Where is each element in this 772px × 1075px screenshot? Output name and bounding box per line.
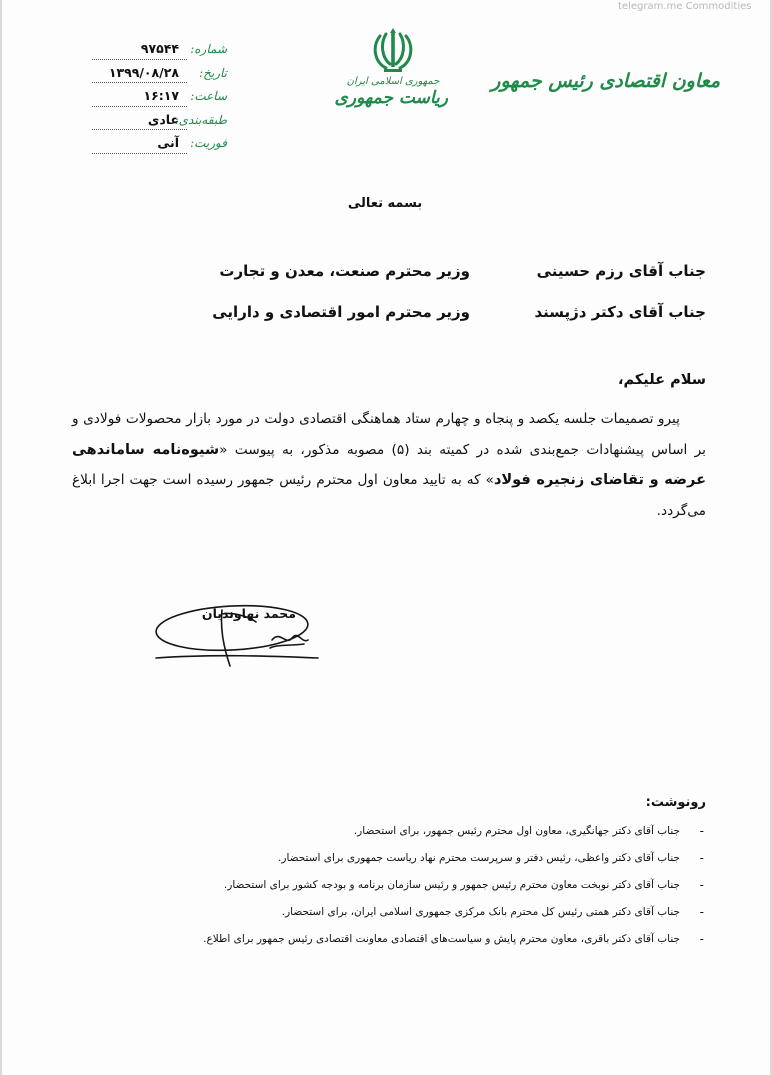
cc-bullet: - [699, 851, 704, 865]
cc-item-text: جناب آقای دکتر واعظی، رئیس دفتر و سرپرست محترم نهاد ریاست جمهوری برای استحضار. [278, 852, 680, 864]
body-text-part1: پیرو تصمیمات جلسه یکصد و پنجاه و چهارم ستاد هماهنگی اقتصادی دولت در مورد بازار محصولات فولادی و بر اساس پیشنهادات جمع‌بندی شده در کمیته بند (۵) مصوبه مذکور، به پیوست « [72, 411, 706, 458]
cc-bullet: - [699, 932, 704, 946]
cc-item [80, 820, 704, 847]
signatory-name: محمد نهاوندیان [201, 606, 296, 621]
addressee-name-1: جناب آقای رزم حسینی [536, 262, 706, 280]
cc-bullet: - [699, 878, 704, 892]
guideline-title: شیوه‌نامه ساماندهی عرضه و تقاضای زنجیره فولاد [72, 441, 706, 488]
watermark: telegram.me Commodities [618, 1, 752, 12]
addressee-title-2: وزیر محترم امور اقتصادی و دارایی [212, 303, 470, 321]
cc-item-text: جناب آقای دکتر جهانگیری، معاون اول محترم رئیس جمهور، برای استحضار. [353, 825, 680, 837]
meta-dotted-line [92, 106, 187, 107]
meta-classification [92, 111, 227, 135]
meta-dotted-line [92, 153, 187, 154]
meta-label: تاریخ: [199, 65, 227, 80]
emblem-country-text: جمهوری اسلامی ایران [346, 76, 440, 87]
meta-time [92, 87, 227, 111]
addressee-title-1: وزیر محترم صنعت، معدن و تجارت [219, 262, 470, 280]
presidency-emblem [334, 28, 448, 133]
letter-meta [92, 40, 227, 158]
letter-urgency: آنی [157, 135, 179, 150]
meta-date [92, 64, 227, 88]
meta-label: فوریت: [190, 136, 227, 150]
greeting: سلام علیکم، [618, 372, 706, 388]
letter-classification: عادی [147, 111, 179, 127]
meta-dotted-line [92, 82, 187, 83]
invocation: بسمه تعالی [347, 196, 423, 211]
letter-number: ۹۷۵۴۴ [140, 41, 179, 56]
cc-title: رونوشت: [645, 795, 706, 810]
signature-block [152, 600, 322, 672]
cc-list [80, 820, 704, 955]
body-paragraph [72, 404, 706, 526]
cc-item [80, 928, 704, 955]
body-text-part2: » که به تایید معاون اول محترم رئیس جمهور رسیده است جهت اجرا ابلاغ می‌گردد. [72, 472, 706, 519]
emblem-presidency-text: ریاست جمهوری [334, 88, 448, 108]
meta-label: ساعت: [190, 89, 227, 103]
letter-date: ۱۳۹۹/۰۸/۲۸ [108, 64, 179, 80]
cc-item-text: جناب آقای دکتر نوبخت معاون محترم رئیس جمهور و رئیس سازمان برنامه و بودجه کشور برای استحضار. [223, 879, 680, 891]
meta-urgency [92, 134, 227, 158]
cc-item [80, 874, 704, 901]
meta-number [92, 40, 227, 64]
meta-dotted-line [92, 59, 187, 60]
iran-emblem-icon [370, 28, 416, 74]
meta-label: طبقه‌بندی: [174, 112, 227, 127]
cc-item-text: جناب آقای دکتر باقری، معاون محترم پایش و سیاست‌های اقتصادی معاونت اقتصادی رئیس جمهور برای اطلاع. [203, 933, 680, 945]
cc-bullet: - [699, 905, 704, 919]
meta-label: شماره: [190, 42, 227, 56]
office-title: معاون اقتصادی رئیس جمهور [491, 70, 720, 92]
letter-time: ۱۶:۱۷ [143, 88, 179, 103]
letter-body [72, 404, 706, 526]
cc-item [80, 847, 704, 874]
addressee-name-2: جناب آقای دکتر دژپسند [534, 303, 706, 321]
cc-item [80, 901, 704, 928]
scan-edge-left [0, 0, 2, 1075]
cc-item-text: جناب آقای دکتر همتی رئیس کل محترم بانک مرکزی جمهوری اسلامی ایران، برای استحضار. [281, 906, 680, 918]
cc-bullet: - [699, 824, 704, 838]
meta-dotted-line [92, 129, 187, 130]
